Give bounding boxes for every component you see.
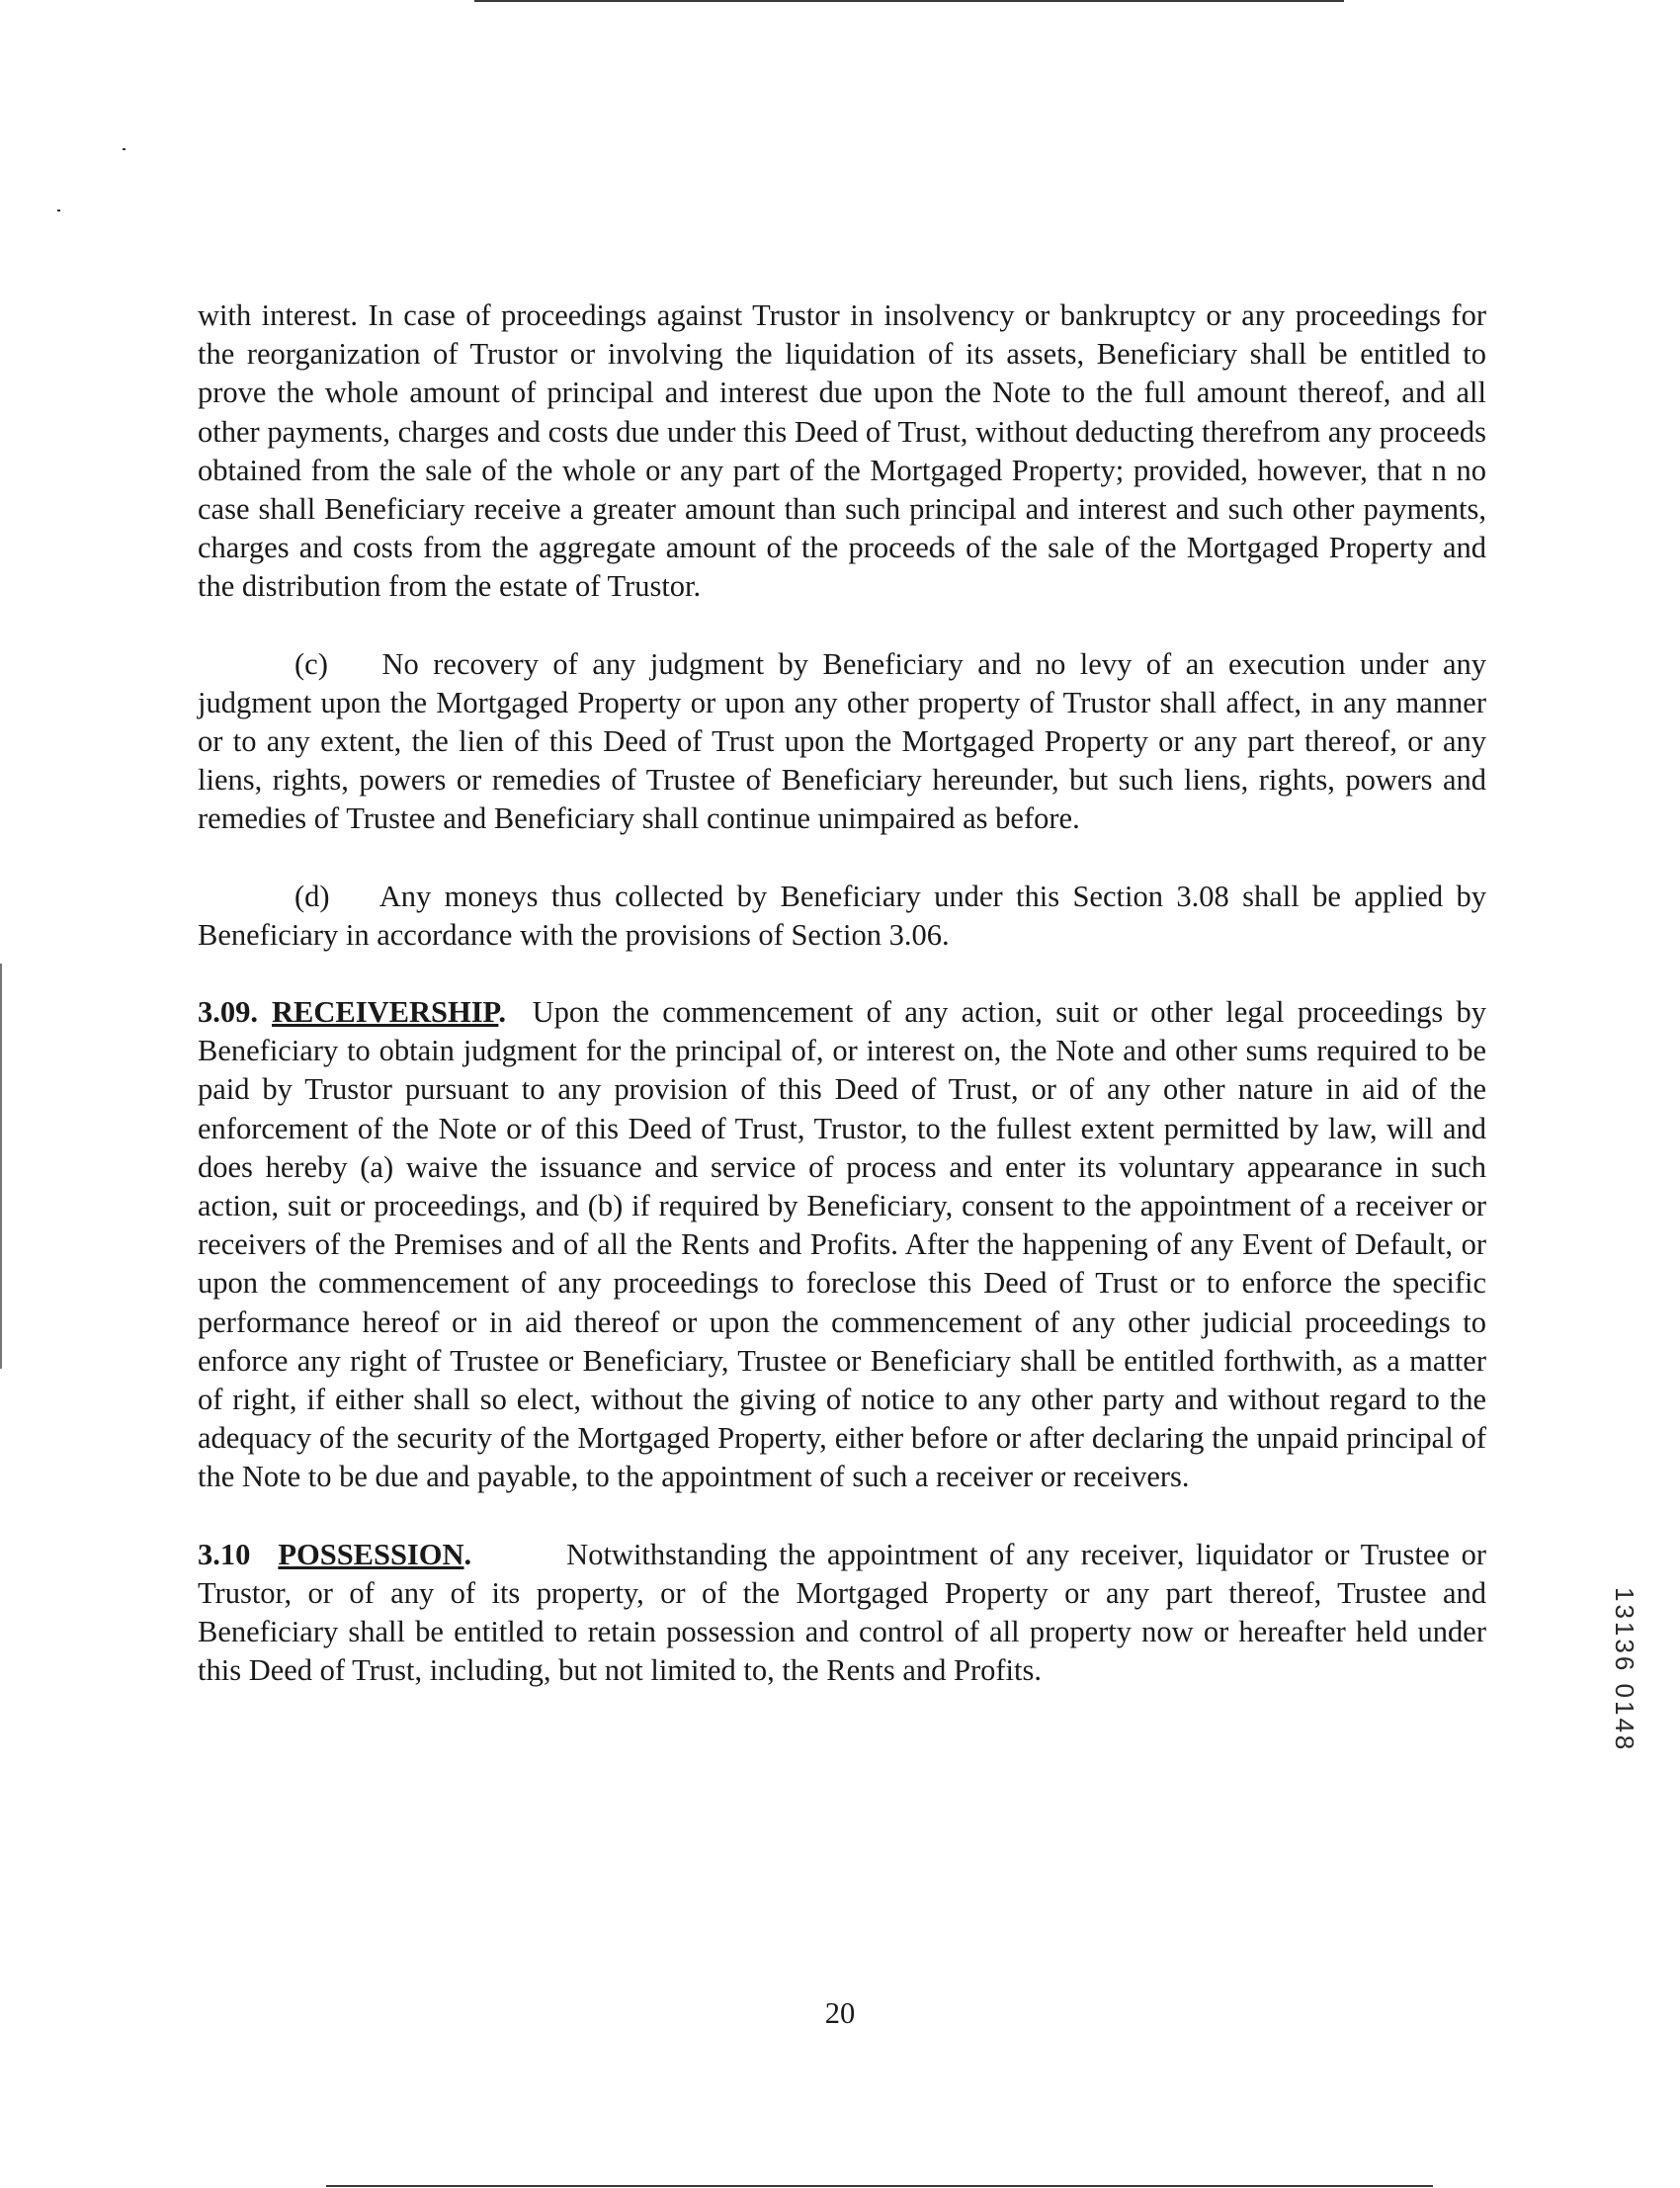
subsection-text-d: Any moneys thus collected by Beneficiary under this Section 3.08 shall be applied by Beneficiary in accordance with the provisions of Section 3.06. [198, 879, 1486, 952]
subsection-label-d: (d) [294, 879, 330, 913]
page-number: 20 [824, 1996, 856, 2030]
subsection-label-c: (c) [294, 646, 328, 681]
section-number: 3.09. [198, 995, 258, 1030]
document-body [198, 296, 1486, 1691]
paragraph-d [198, 878, 1486, 955]
section-text: Notwithstanding the appointment of any receiver, liquidator or Trustee or Trustor, or of any of its property, or of the Mortgaged Property or any part thereof, Trustee and Beneficiary shall be entitled to retain possession and control of all property now or hereafter held under this Deed of Trust, including, but not limited to, the Rents and Profits. [198, 1537, 1486, 1688]
section-heading: RECEIVERSHIP [272, 995, 499, 1030]
section-heading: POSSESSION [278, 1537, 464, 1571]
section-number: 3.10 [198, 1537, 251, 1571]
scan-edge-bottom [326, 2185, 1433, 2187]
section-3-10 [198, 1536, 1486, 1691]
section-heading-punct: . [463, 1537, 472, 1571]
section-text: Upon the commencement of any action, suit or other legal proceedings by Beneficiary to obtain judgment for the principal of, or interest on, the Note and other sums required to be paid by Trustor pursuant to any provision of this Deed of Trust, or of any other nature in aid of the enforcement of the Note or of this Deed of Trust, Trustor, to the fullest extent permitted by law, will and does hereby (a) waive the issuance and service of process and enter its voluntary appearance in such action, suit or proceedings, and (b) if required by Beneficiary, consent to the appointment of a receiver or receivers of the Premises and of all the Rents and Profits. After the happening of any Event of Default, or upon the commencement of any proceedings to foreclose this Deed of Trust or to enforce the specific performance hereof or in aid thereof or upon the commencement of any other judicial proceedings to enforce any right of Trustee or Beneficiary, Trustee or Beneficiary shall be entitled forthwith, as a matter of right, if either shall so elect, without the giving of notice to any other party and without regard to the adequacy of the security of the Mortgaged Property, either before or after declaring the unpaid principal of the Note to be due and payable, to the appointment of such a receiver or receivers. [198, 995, 1486, 1494]
scan-speck [57, 210, 60, 211]
paragraph-c [198, 645, 1486, 839]
scan-speck [123, 148, 126, 150]
recording-stamp: 13136 0148 [1610, 1587, 1639, 1753]
scan-edge-top [474, 0, 1344, 2]
paragraph-continued: with interest. In case of proceedings against Trustor in insolvency or bankruptcy or any proceedings for the reorganization of Trustor or involving the liquidation of its assets, Beneficiary shall be entitled to prove the whole amount of principal and interest due upon the Note to the full amount thereof, and all other payments, charges and costs due under this Deed of Trust, without deducting therefrom any proceeds obtained from the sale of the whole or any part of the Mortgaged Property; provided, however, that n no case shall Beneficiary receive a greater amount than such principal and interest and such other payments, charges and costs from the aggregate amount of the proceeds of the sale of the Mortgaged Property and the distribution from the estate of Trustor. [198, 298, 1486, 604]
scan-edge-left [0, 964, 2, 1369]
section-3-09 [198, 993, 1486, 1497]
subsection-text-c: No recovery of any judgment by Beneficiary and no levy of an execution under any judgment upon the Mortgaged Property or upon any other property of Trustor shall affect, in any manner or to any extent, the lien of this Deed of Trust upon the Mortgaged Property or any part thereof, or any liens, rights, powers or remedies of Trustee of Beneficiary hereunder, but such liens, rights, powers and remedies of Trustee and Beneficiary shall continue unimpaired as before. [198, 646, 1486, 836]
section-heading-punct: . [498, 995, 507, 1030]
